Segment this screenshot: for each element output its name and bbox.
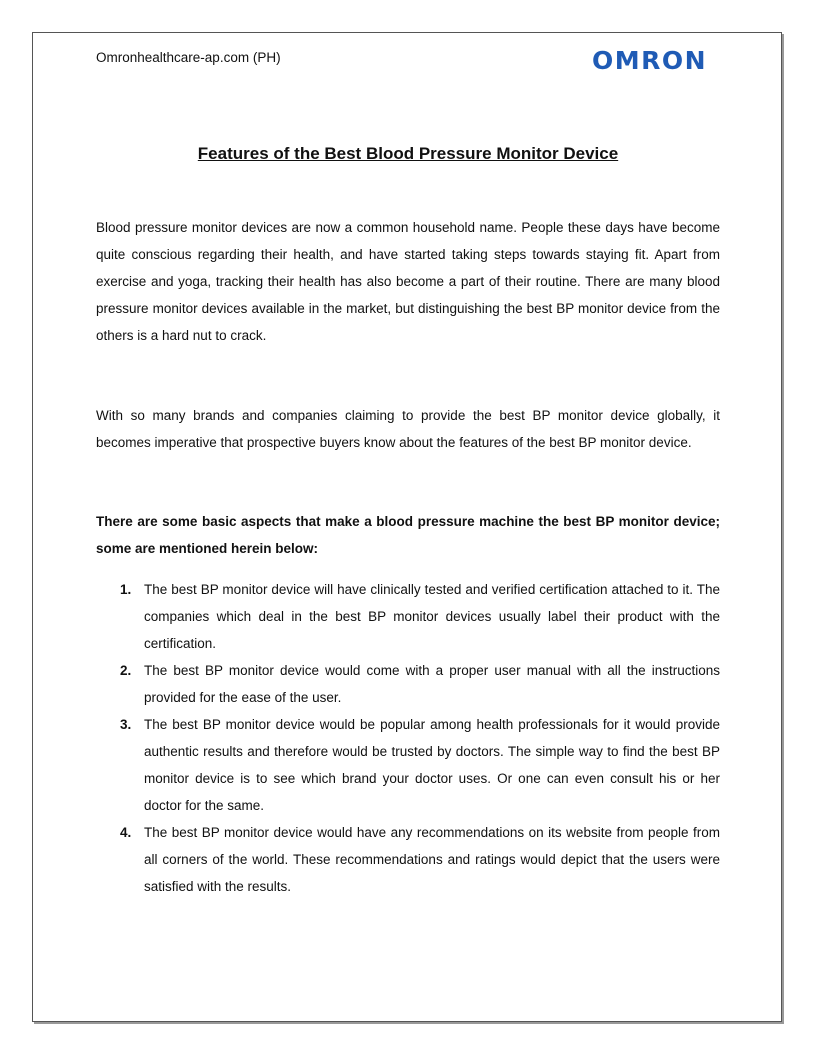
logo-text: OMRON [592, 46, 708, 75]
list-item [96, 711, 720, 819]
list-item-number: 1. [120, 582, 132, 597]
aspects-heading: There are some basic aspects that make a blood pressure machine the best BP monitor device; some are mentioned herein below: [96, 514, 720, 556]
brands-paragraph: With so many brands and companies claiming to provide the best BP monitor device globally, it becomes imperative that prospective buyers know about the features of the best BP monitor device. [96, 408, 720, 450]
list-item-number: 2. [120, 663, 132, 678]
list-item-number: 4. [120, 825, 132, 840]
features-list [96, 576, 720, 900]
list-item [96, 657, 720, 711]
header-site-name: Omronhealthcare-ap.com (PH) [96, 50, 281, 65]
page-title: Features of the Best Blood Pressure Monitor Device [197, 144, 619, 163]
list-item-text: The best BP monitor device would be popular among health professionals for it would provide authentic results and therefore would be trusted by doctors. The simple way to find the best BP monitor device is to see which brand your doctor uses. Or one can even consult his or her doctor for the same. [144, 717, 720, 813]
list-item-text: The best BP monitor device would have any recommendations on its website from people from all corners of the world. These recommendations and ratings would depict that the users were satisfied with the results. [144, 825, 720, 894]
list-item [96, 576, 720, 657]
intro-paragraph: Blood pressure monitor devices are now a common household name. People these days have become quite conscious regarding their health, and have started taking steps towards staying fit. Apart from exercise and yoga, tracking their health has also become a part of their routine. There are many blood pressure monitor devices available in the market, but distinguishing the best BP monitor device from the others is a hard nut to crack. [96, 220, 720, 343]
omron-logo [592, 44, 708, 78]
list-item-number: 3. [120, 717, 132, 732]
list-item-text: The best BP monitor device will have clinically tested and verified certification attached to it. The companies which deal in the best BP monitor devices usually label their product with the certification. [144, 582, 720, 651]
list-item-text: The best BP monitor device would come with a proper user manual with all the instructions provided for the ease of the user. [144, 663, 720, 705]
list-item [96, 819, 720, 900]
